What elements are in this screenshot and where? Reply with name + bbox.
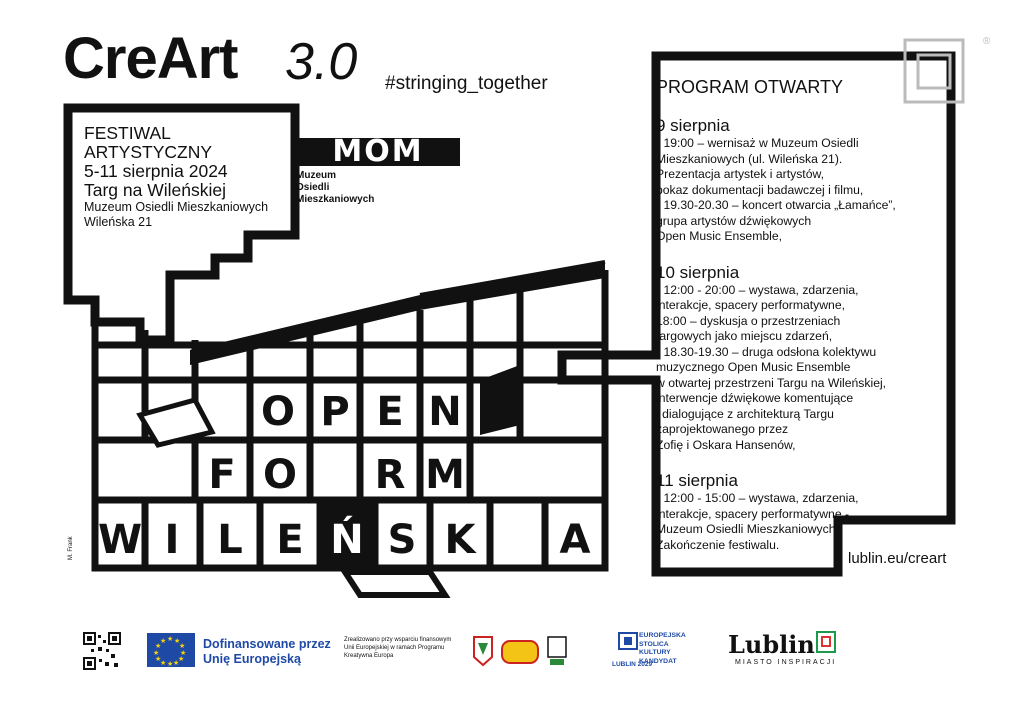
wilenska-row — [98, 503, 591, 565]
program-title: PROGRAM OTWARTY — [656, 77, 844, 97]
grid-letter: F — [208, 452, 236, 498]
program-entry-line: - 12:00 - 15:00 – wystawa, zdarzenia, — [656, 491, 859, 505]
festival-address: Wileńska 21 — [84, 215, 153, 229]
grid-letter: N — [428, 389, 462, 435]
program-entry-line: 18:00 – dyskusja o przestrzeniach — [656, 313, 841, 328]
grid-letter: A — [559, 517, 591, 563]
program-entry-line: interakcje, spacery performatywne, — [656, 298, 845, 312]
program-entry-line: Open Music Ensemble, — [656, 229, 782, 243]
festival-dates: 5-11 sierpnia 2024 — [84, 161, 228, 181]
program-entry-line: interwencje dźwiękowe komentujące — [656, 391, 854, 405]
program-entry-line: Zofię i Oskara Hansenów, — [656, 437, 796, 452]
designer-credit: M. Frank — [68, 536, 74, 560]
program-entry-line: i dialogujące z architekturą Targu — [656, 406, 834, 421]
grid-letter: I — [164, 517, 180, 563]
program-entry-line: Muzeum Osiedli Mieszkaniowych. — [656, 522, 839, 536]
grid-letter: Ń — [330, 517, 364, 563]
festival-venue: Muzeum Osiedli Mieszkaniowych — [84, 200, 269, 214]
panel-right — [480, 365, 520, 435]
panel-bottom — [345, 572, 445, 595]
grid-letter: K — [444, 517, 476, 563]
festival-edition: 3.0 — [285, 33, 358, 91]
lublin-tagline: MIASTO INSPIRACJI — [735, 659, 837, 666]
grid-letter: O — [262, 452, 298, 498]
lublin-emblem-icon — [815, 630, 839, 656]
festival-title: CreArt — [63, 26, 238, 91]
grid-letter: P — [320, 389, 350, 435]
hashtag: #stringing_together — [385, 73, 548, 94]
grid-letter: L — [217, 517, 243, 563]
program-entry-line: grupa artystów dźwiękowych — [656, 213, 812, 228]
mom-logo: MOM — [296, 138, 460, 166]
grid-letter: E — [376, 389, 404, 435]
esk-logo-icon — [618, 632, 638, 658]
website-link[interactable]: lublin.eu/creart — [848, 550, 947, 567]
program-entry-line: - 19:00 – wernisaż w Muzeum Osiedli — [656, 136, 859, 150]
program-entry-line: w otwartej przestrzeni Targu na Wileńskiej, — [656, 375, 887, 390]
program-entry-line: Zakończenie festiwalu. — [656, 537, 780, 552]
program-entry-line: Mieszkaniowych (ul. Wileńska 21). — [656, 151, 843, 166]
program — [656, 76, 956, 553]
program-entry-line: pokaz dokumentacji badawczej i filmu, — [656, 182, 864, 197]
grid-letter: W — [97, 517, 143, 563]
program-day-date: 11 sierpnia — [656, 471, 738, 490]
program-entry-line: interakcje, spacery performatywne - — [656, 506, 850, 521]
festival-label-2: ARTYSTYCZNY — [84, 142, 213, 162]
lublin-logo: Lublin — [728, 630, 815, 659]
program-day-date: 9 sierpnia — [656, 116, 730, 135]
program-entry-line: - 18.30-19.30 – druga odsłona kolektywu — [656, 344, 877, 359]
program-entry-line: muzycznego Open Music Ensemble — [656, 360, 851, 374]
grid-letter: O — [260, 389, 296, 435]
program-entry-line: targowych jako miejscu zdarzeń, — [656, 329, 833, 343]
program-entry-line: - 12:00 - 20:00 – wystawa, zdarzenia, — [656, 282, 859, 297]
festival-info — [68, 110, 294, 250]
esk-city: LUBLIN 2029 — [612, 661, 653, 668]
grid-letter: E — [276, 517, 304, 563]
mom-logo-subtitle: Muzeum Osiedli Mieszkaniowych — [296, 170, 375, 205]
grid-letter: S — [387, 517, 417, 563]
qr-code-icon[interactable] — [83, 632, 121, 670]
festival-place: Targ na Wileńskiej — [84, 180, 226, 200]
grid-letter: R — [374, 452, 406, 498]
festival-label: FESTIWAL — [84, 123, 171, 143]
support-text: Zrealizowano przy wsparciu finansowym Unii Europejskiej w ramach Programu Kreatywna Europa — [344, 637, 452, 659]
svg-text:®: ® — [983, 36, 991, 47]
esk-candidate-text: EUROPEJSKA STOLICA KULTURY KANDYDAT — [639, 632, 686, 665]
program-day-date: 10 sierpnia — [656, 262, 740, 282]
program-entry-line: Prezentacja artystek i artystów, — [656, 167, 824, 181]
program-entry-line: - 19.30-20.30 – koncert otwarcia „Łamańce”, — [656, 198, 896, 212]
eu-flag-icon: ★ ★ ★ ★ ★ ★ ★ ★ ★ ★ ★ ★ — [147, 633, 195, 667]
eu-funding-text: Dofinansowane przez Unię Europejską — [203, 637, 331, 666]
program-entry-line: zaprojektowanego przez — [656, 422, 789, 436]
grid-letter: M — [425, 452, 465, 498]
partner-logos-icon — [472, 633, 572, 669]
